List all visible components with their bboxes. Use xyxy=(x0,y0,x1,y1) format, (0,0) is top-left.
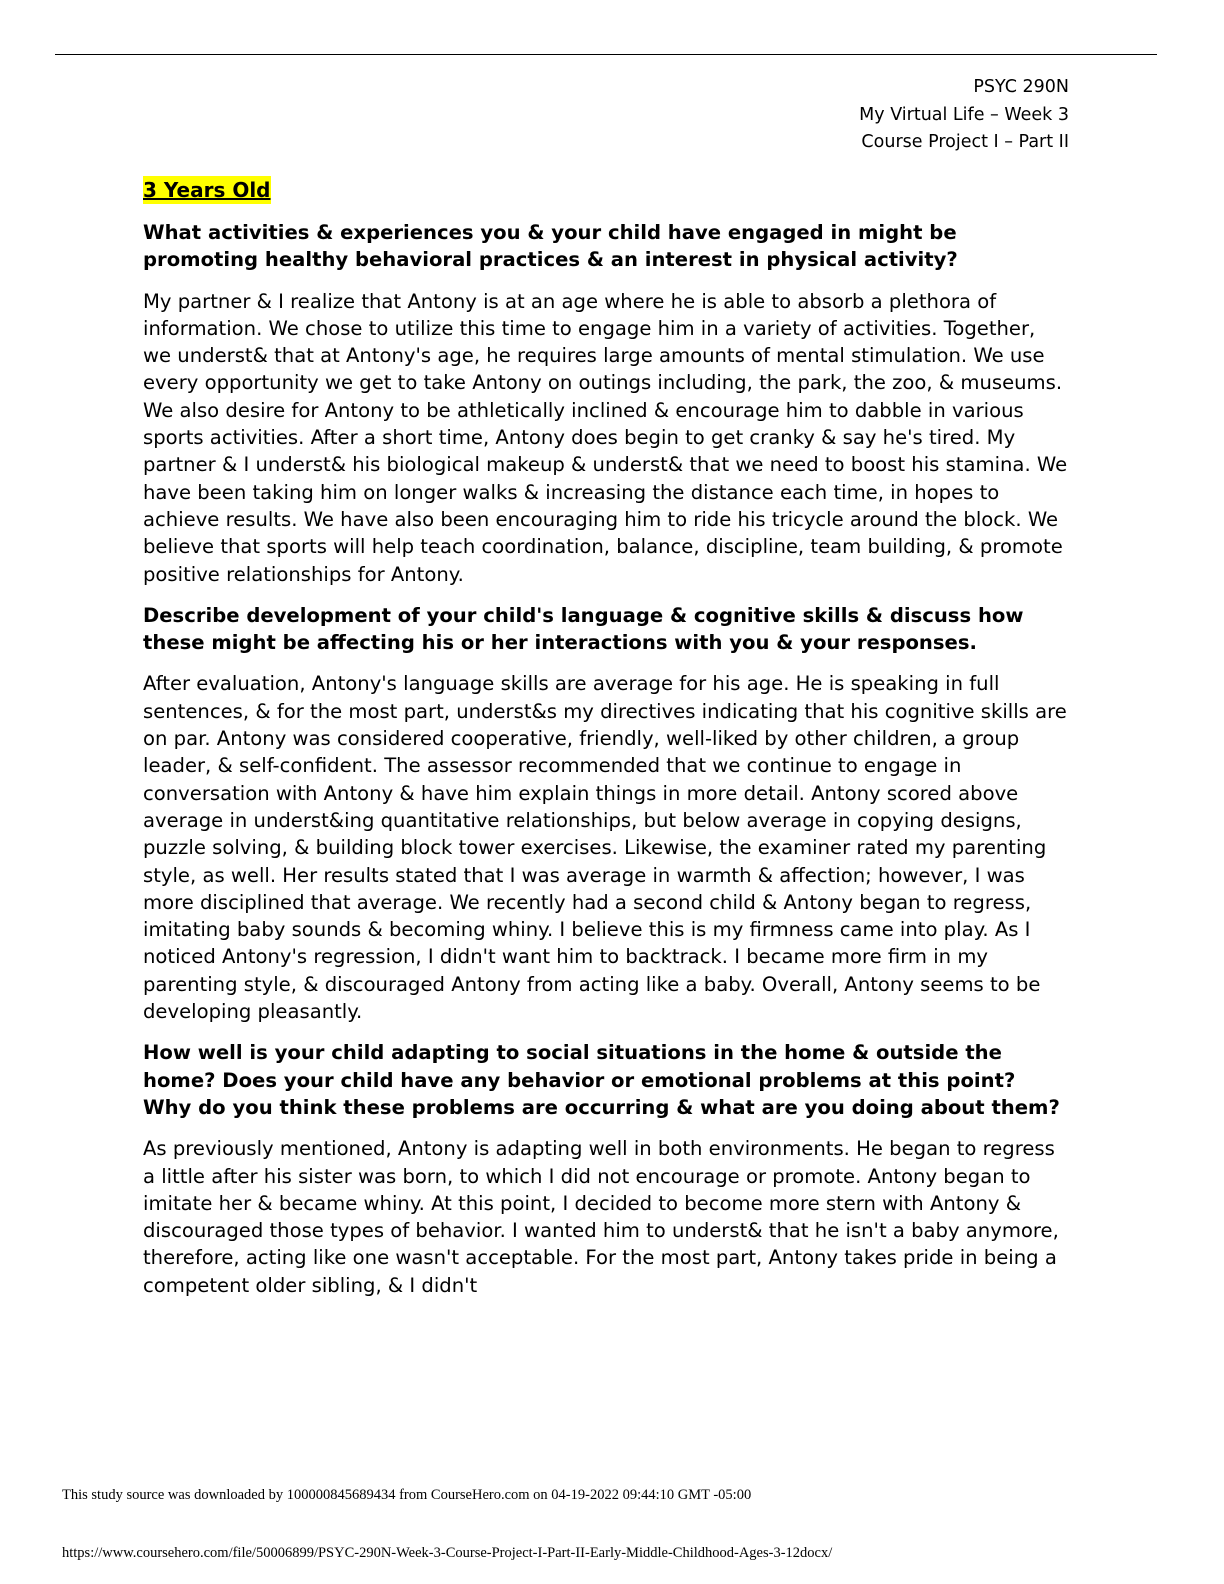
source-url[interactable]: https://www.coursehero.com/file/50006899/PSYC-290N-Week-3-Course-Project-I-Part-II-Early-Middle-Childhood-Ages-3-12docx/ xyxy=(62,1545,833,1561)
answer-1: My partner & I realize that Antony is at an age where he is able to absorb a plethora of information. We chose to utilize this time to engage him in a variety of activities. Together, we underst& that at Antony's age, he requires large amounts of mental stimulation. We use every opportunity we get to take Antony on outings including, the park, the zoo, & museums. We also desire for Antony to be athletically inclined & encourage him to dabble in various sports activities. After a short time, Antony does begin to get cranky & say he's tired. My partner & I underst& his biological makeup & underst& that we need to boost his stamina. We have been taking him on longer walks & increasing the distance each time, in hopes to achieve results. We have also been encouraging him to ride his tricycle around the block. We believe that sports will help teach coordination, balance, discipline, team building, & promote positive relationships for Antony. xyxy=(143,289,1068,586)
document-body xyxy=(143,176,1068,1313)
question-2: Describe development of your child's language & cognitive skills & discuss how these might be affecting his or her interactions with you & your responses. xyxy=(143,603,1024,655)
download-source-note: This study source was downloaded by 100000845689434 from CourseHero.com on 04-19-2022 09:44:10 GMT -05:00 xyxy=(62,1487,752,1503)
answer-2: After evaluation, Antony's language skills are average for his age. He is speaking in full sentences, & for the most part, underst&s my directives indicating that his cognitive skills are on par. Antony was considered cooperative, friendly, well-liked by other children, a group leader, & self-confident. The assessor recommended that we continue to engage in conversation with Antony & have him explain things in more detail. Antony scored above average in underst&ing quantitative relationships, but below average in copying designs, puzzle solving, & building block tower exercises. Likewise, the examiner rated my parenting style, as well. Her results stated that I was average in warmth & affection; however, I was more disciplined that average. We recently had a second child & Antony began to regress, imitating baby sounds & becoming whiny. I believe this is my firmness came into play. As I noticed Antony's regression, I didn't want him to backtrack. I became more firm in my parenting style, & discouraged Antony from acting like a baby. Overall, Antony seems to be developing pleasantly. xyxy=(143,672,1067,1024)
question-1: What activities & experiences you & your child have engaged in might be promoting healthy behavioral practices & an interest in physical activity? xyxy=(143,221,958,272)
answer-3: As previously mentioned, Antony is adapting well in both environments. He began to regress a little after his sister was born, to which I did not encourage or promote. Antony began to imitate her & became whiny. At this point, I decided to become more stern with Antony & discouraged those types of behavior. I wanted him to underst& that he isn't a baby anymore, therefore, acting like one wasn't acceptable. For the most part, Antony takes pride in being a competent older sibling, & I didn't xyxy=(143,1137,1059,1297)
question-3: How well is your child adapting to social situations in the home & outside the home? Does your child have any behavior or emotional problems at this point? Why do you think these problems are occurring & what are you doing about them? xyxy=(143,1041,1060,1119)
project-title: Course Project I – Part II xyxy=(861,132,1069,152)
course-code: PSYC 290N xyxy=(973,77,1069,97)
section-heading: 3 Years Old xyxy=(143,178,271,202)
document-header xyxy=(859,74,1069,157)
assignment-title: My Virtual Life – Week 3 xyxy=(859,104,1069,125)
header-rule xyxy=(55,54,1157,55)
